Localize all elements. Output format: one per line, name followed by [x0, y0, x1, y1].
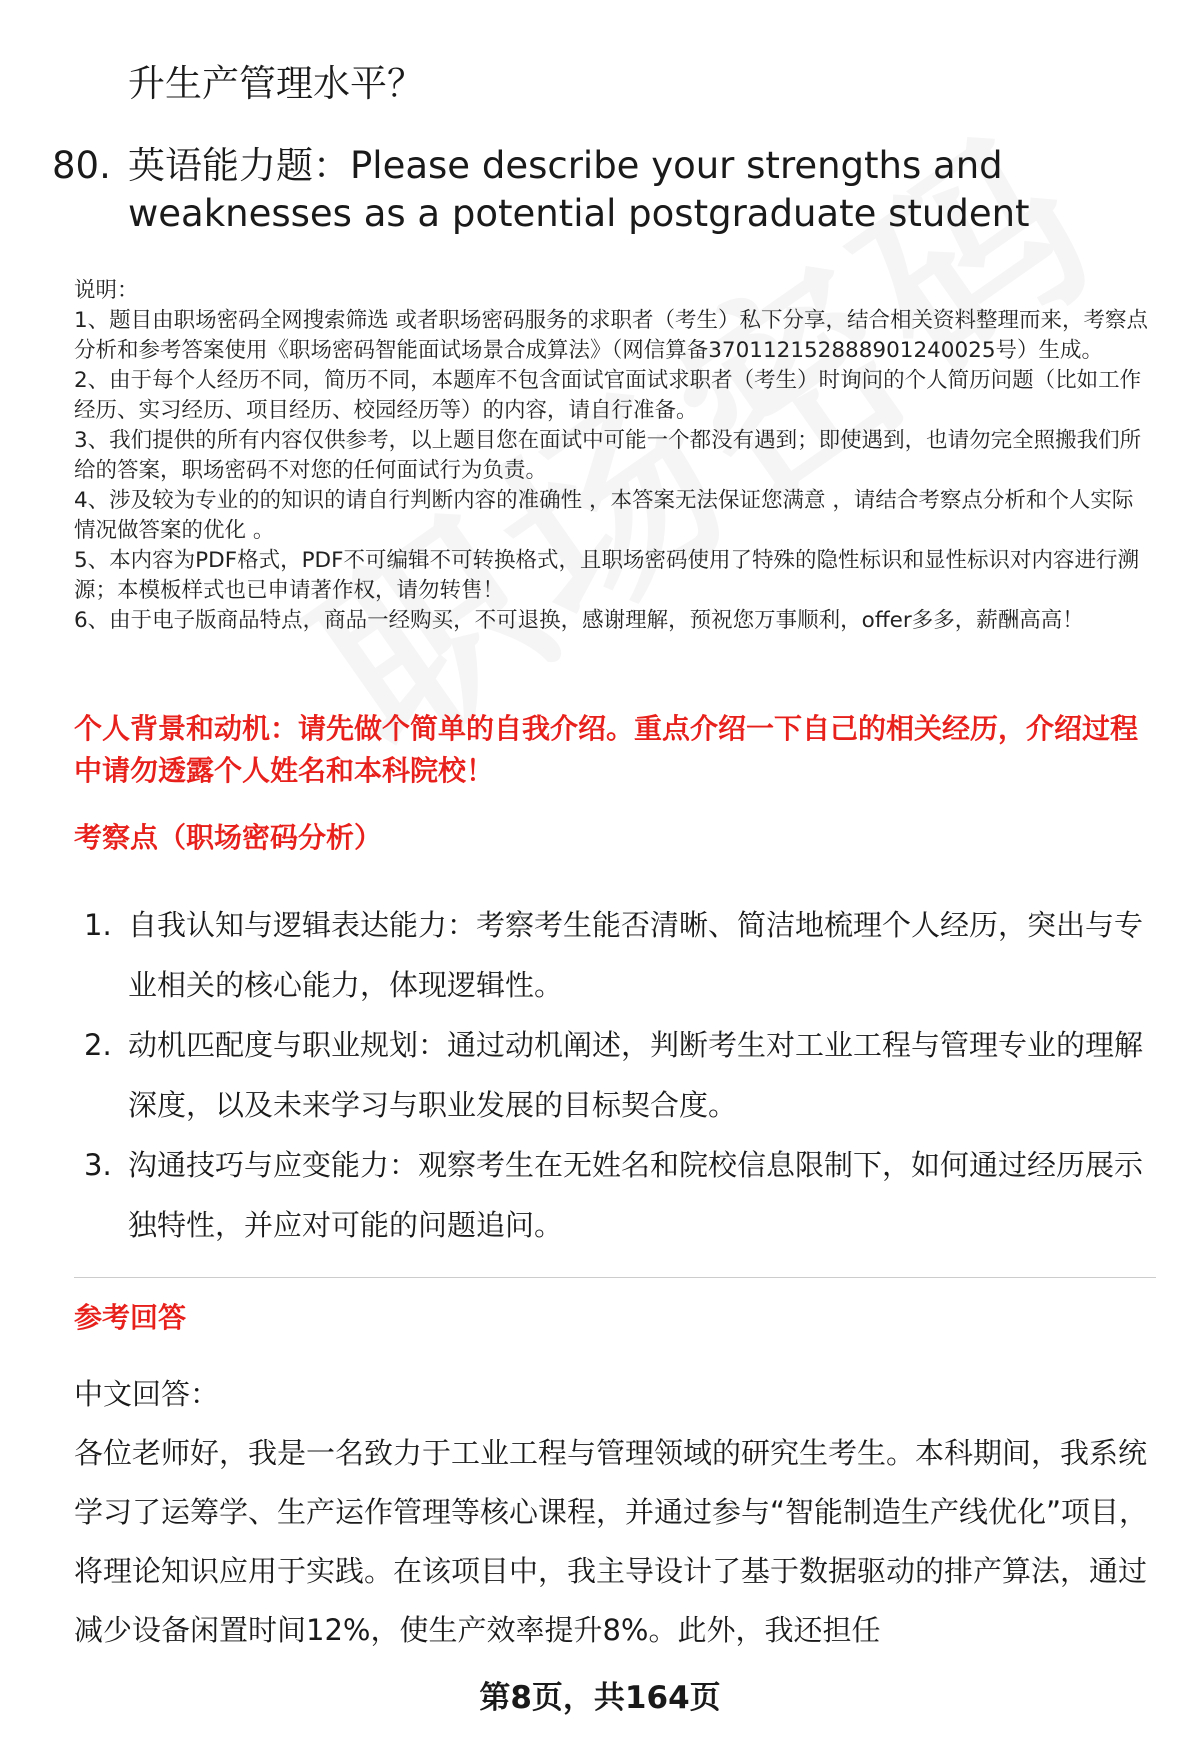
- answer-body: 各位老师好，我是一名致力于工业工程与管理领域的研究生考生。本科期间，我系统学习了运筹学、生产运作管理等核心课程，并通过参与“智能制造生产线优化”项目，将理论知识应用于实践。在该项目中，我主导设计了基于数据驱动的排产算法，通过减少设备闲置时间12%，使生产效率提升8%。此外，我还担任: [74, 1436, 1149, 1647]
- answer-language-label: 中文回答：: [74, 1377, 220, 1411]
- analysis-point: [84, 1135, 1164, 1255]
- analysis-points-list: [84, 895, 1164, 1255]
- page-footer: 第8页，共164页: [479, 1680, 721, 1716]
- point-number: 3.: [84, 1148, 112, 1182]
- point-text: 自我认知与逻辑表达能力：考察考生能否清晰、简洁地梳理个人经历，突出与专业相关的核心能力，体现逻辑性。: [128, 908, 1144, 1002]
- notes-item: 3、我们提供的所有内容仅供参考，以上题目您在面试中可能一个都没有遇到；即使遇到，也请勿完全照搬我们所给的答案，职场密码不对您的任何面试行为负责。: [74, 428, 1142, 483]
- analysis-point: [84, 1015, 1164, 1135]
- notes-item: 5、本内容为PDF格式，PDF不可编辑不可转换格式，且职场密码使用了特殊的隐性标识和显性标识对内容进行溯源；本模板样式也已申请著作权，请勿转售！: [74, 548, 1139, 603]
- point-number: 1.: [84, 908, 112, 942]
- previous-question-continuation: 升生产管理水平？: [128, 62, 424, 105]
- analysis-title: 考察点（职场密码分析）: [74, 821, 383, 854]
- point-text: 沟通技巧与应变能力：观察考生在无姓名和院校信息限制下，如何通过经历展示独特性，并应对可能的问题追问。: [128, 1148, 1144, 1242]
- point-text: 动机匹配度与职业规划：通过动机阐述，判断考生对工业工程与管理专业的理解深度，以及未来学习与职业发展的目标契合度。: [128, 1028, 1144, 1122]
- notes-item: 6、由于电子版商品特点，商品一经购买，不可退换，感谢理解，预祝您万事顺利，offer多多，薪酬高高！: [74, 608, 1084, 633]
- section-question-title: 个人背景和动机：请先做个简单的自我介绍。重点介绍一下自己的相关经历，介绍过程中请勿透露个人姓名和本科院校！: [74, 712, 1139, 787]
- reference-answer: [74, 1365, 1159, 1660]
- point-number: 2.: [84, 1028, 112, 1062]
- notes-item: 2、由于每个人经历不同，简历不同，本题库不包含面试官面试求职者（考生）时询问的个人简历问题（比如工作经历、实习经历、项目经历、校园经历等）的内容，请自行准备。: [74, 368, 1142, 423]
- section-divider: [74, 1277, 1156, 1278]
- analysis-point: [84, 895, 1164, 1015]
- question-text: 英语能力题：Please describe your strengths and weaknesses as a potential postgraduate student: [128, 144, 1030, 235]
- reference-answer-title: 参考回答: [74, 1301, 187, 1334]
- notes-title: 说明：: [74, 278, 139, 303]
- notes-block: [74, 276, 1154, 636]
- question-number: 80.: [52, 144, 111, 187]
- notes-item: 4、涉及较为专业的的知识的请自行判断内容的准确性 ，本答案无法保证您满意 ，请结合考察点分析和个人实际情况做答案的优化 。: [74, 488, 1134, 543]
- notes-item: 1、题目由职场密码全网搜索筛选 或者职场密码服务的求职者（考生）私下分享，结合相关资料整理而来，考察点分析和参考答案使用《职场密码智能面试场景合成算法》（网信算备370112152888901240025号）生成。: [74, 308, 1149, 363]
